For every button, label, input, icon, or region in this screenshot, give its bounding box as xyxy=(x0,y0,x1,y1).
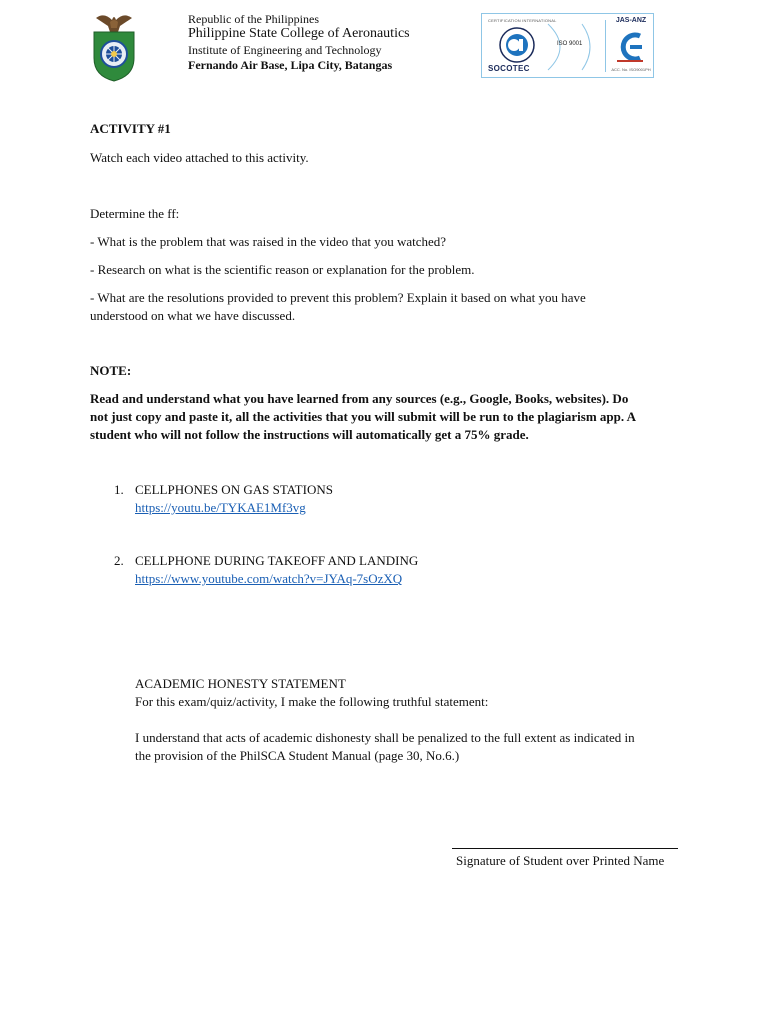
socotec-iso-logo xyxy=(482,14,605,77)
letterhead-institute: Institute of Engineering and Technology xyxy=(188,43,382,58)
video-2-number: 2. xyxy=(114,553,124,568)
honesty-subheading: For this exam/quiz/activity, I make the following truthful statement: xyxy=(135,694,489,709)
jas-anz-label: JAS-ANZ xyxy=(615,17,647,24)
iso-arc-icon xyxy=(542,20,602,74)
note-line-1: Read and understand what you have learned from any sources (e.g., Google, Books, websites). Do xyxy=(90,391,629,406)
socotec-label: SOCOTEC xyxy=(488,64,530,73)
letterhead-text xyxy=(188,12,410,72)
note-line-3: student who will not follow the instructions will automatically get a 75% grade. xyxy=(90,427,529,442)
question-1: - What is the problem that was raised in the video that you watched? xyxy=(90,234,447,249)
video-2-title: CELLPHONE DURING TAKEOFF AND LANDING xyxy=(135,553,419,568)
certification-logos xyxy=(481,13,654,78)
cert-international-text: CERTIFICATION INTERNATIONAL xyxy=(488,18,557,23)
jas-anz-logo xyxy=(606,14,654,77)
video-1-number: 1. xyxy=(114,482,124,497)
note-line-2: not just copy and paste it, all the activities that you will submit will be run to the plagiarism app. A xyxy=(90,409,637,424)
honesty-body-line-2: the provision of the PhilSCA Student Manual (page 30, No.6.) xyxy=(135,748,460,763)
video-1-link[interactable]: https://youtu.be/TYKAE1Mf3vg xyxy=(135,500,306,515)
honesty-body-line-1: I understand that acts of academic dishonesty shall be penalized to the full extent as indicated in xyxy=(135,730,635,745)
note-heading: NOTE: xyxy=(90,363,132,378)
honesty-heading: ACADEMIC HONESTY STATEMENT xyxy=(135,676,346,691)
iso-9001-label: ISO 9001 xyxy=(557,41,583,47)
activity-intro: Watch each video attached to this activity. xyxy=(90,150,309,165)
question-3-line-2: understood on what we have discussed. xyxy=(90,308,296,323)
socotec-emblem-icon xyxy=(496,26,538,64)
jas-anz-emblem-icon xyxy=(616,30,644,64)
letterhead-college: Philippine State College of Aeronautics xyxy=(188,26,410,42)
philsca-seal-logo xyxy=(90,10,138,82)
signature-label: Signature of Student over Printed Name xyxy=(456,853,665,868)
question-2: - Research on what is the scientific reason or explanation for the problem. xyxy=(90,262,475,277)
jas-anz-acc-no: ACC. No. ISO9001PH xyxy=(611,67,651,72)
video-2-link[interactable]: https://www.youtube.com/watch?v=JYAq-7sOzXQ xyxy=(135,571,403,586)
video-1-title: CELLPHONES ON GAS STATIONS xyxy=(135,482,333,497)
activity-title: ACTIVITY #1 xyxy=(90,121,171,136)
question-3-line-1: - What are the resolutions provided to prevent this problem? Explain it based on what you have xyxy=(90,290,586,305)
letterhead-country: Republic of the Philippines xyxy=(188,12,319,26)
determine-label: Determine the ff: xyxy=(90,206,180,221)
letterhead-address: Fernando Air Base, Lipa City, Batangas xyxy=(188,57,393,72)
signature-line xyxy=(452,848,678,849)
